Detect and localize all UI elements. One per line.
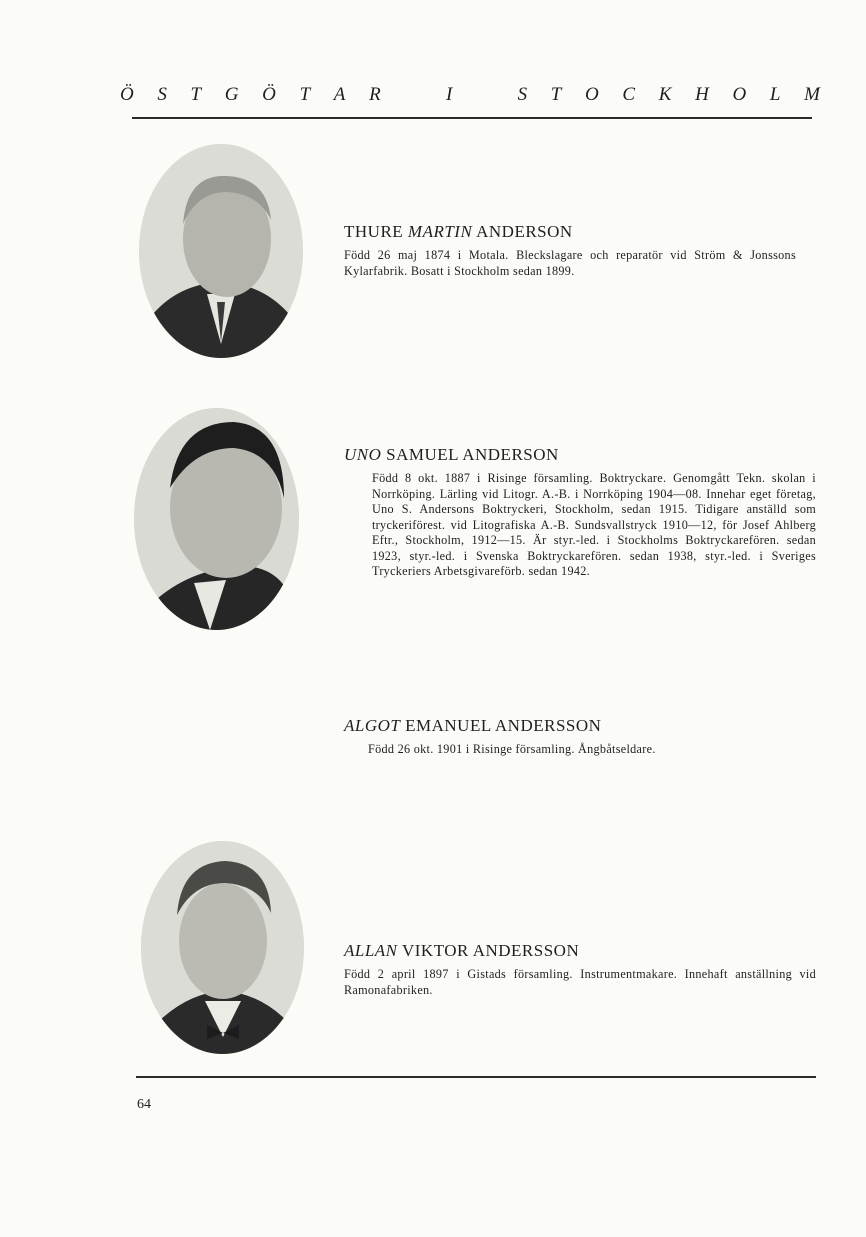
header-letter: S xyxy=(157,84,167,105)
header-letter: Ö xyxy=(120,84,134,105)
header-letter: S xyxy=(517,84,528,105)
entry-anderson-thure xyxy=(344,222,796,279)
entry-biography: Född 26 okt. 1901 i Risinge församling. Ångbåtseldare. xyxy=(368,742,656,756)
entry-name: ALGOT EMANUEL ANDERSSON xyxy=(344,716,602,735)
entry-biography: Född 2 april 1897 i Gistads församling. Instrumentmakare. Innehaft anställning vid Ramonafabriken. xyxy=(344,967,816,997)
header-letter: H xyxy=(695,84,709,105)
header-letter: K xyxy=(658,84,672,105)
header-letter: G xyxy=(224,84,239,105)
entry-andersson-algot xyxy=(344,716,796,758)
header-letter: T xyxy=(299,84,311,105)
footer-rule xyxy=(136,1076,816,1078)
entry-biography: Född 8 okt. 1887 i Risinge församling. Boktryckare. Genomgått Tekn. skolan i Norrköping. Lärling vid Litogr. A.-B. i Norrköping 1904—08. Innehar eget företag, Uno S. Andersons Boktryckeri, Stockholm, sedan 1915. Tidigare anställd som tryckeriförest. vid Litografiska A.-B. Sundsvallstryck 1910—12, för Josef Ahlberg Eftr., Stockholm, 1912—15. Är styr.-led. i Stockholms Boktryckarefören. sedan 1923, styr.-led. i Svenska Boktryckarefören. sedan 1938, styr.-led. i Sveriges Tryckeriers Arbetsgivareförb. sedan 1942. xyxy=(372,471,816,578)
header-letter: C xyxy=(622,84,636,105)
header-letter: O xyxy=(732,84,747,105)
header-letter: L xyxy=(769,84,781,105)
header-letter: I xyxy=(445,84,453,105)
header-letter: O xyxy=(585,84,599,105)
entry-name: UNO SAMUEL ANDERSON xyxy=(344,445,559,464)
header-letter: T xyxy=(550,84,562,105)
entry-andersson-allan xyxy=(344,941,816,998)
portrait-photo xyxy=(141,841,304,1054)
portrait-photo xyxy=(139,144,303,358)
entry-biography: Född 26 maj 1874 i Motala. Bleckslagare och reparatör vid Ström & Jonssons Kylarfabrik. Bosatt i Stockholm sedan 1899. xyxy=(344,248,796,278)
entry-name: ALLAN VIKTOR ANDERSSON xyxy=(344,941,580,960)
header-letter: M xyxy=(804,84,820,105)
running-header xyxy=(120,84,820,106)
header-letter: A xyxy=(333,84,346,105)
header-letter: R xyxy=(369,84,381,105)
entry-anderson-uno xyxy=(344,445,816,580)
entry-name: THURE MARTIN ANDERSON xyxy=(344,222,573,241)
header-rule xyxy=(132,117,812,119)
portrait-photo xyxy=(134,408,299,630)
page-number: 64 xyxy=(137,1097,151,1112)
header-letter: T xyxy=(190,84,202,105)
header-letter: Ö xyxy=(262,84,276,105)
